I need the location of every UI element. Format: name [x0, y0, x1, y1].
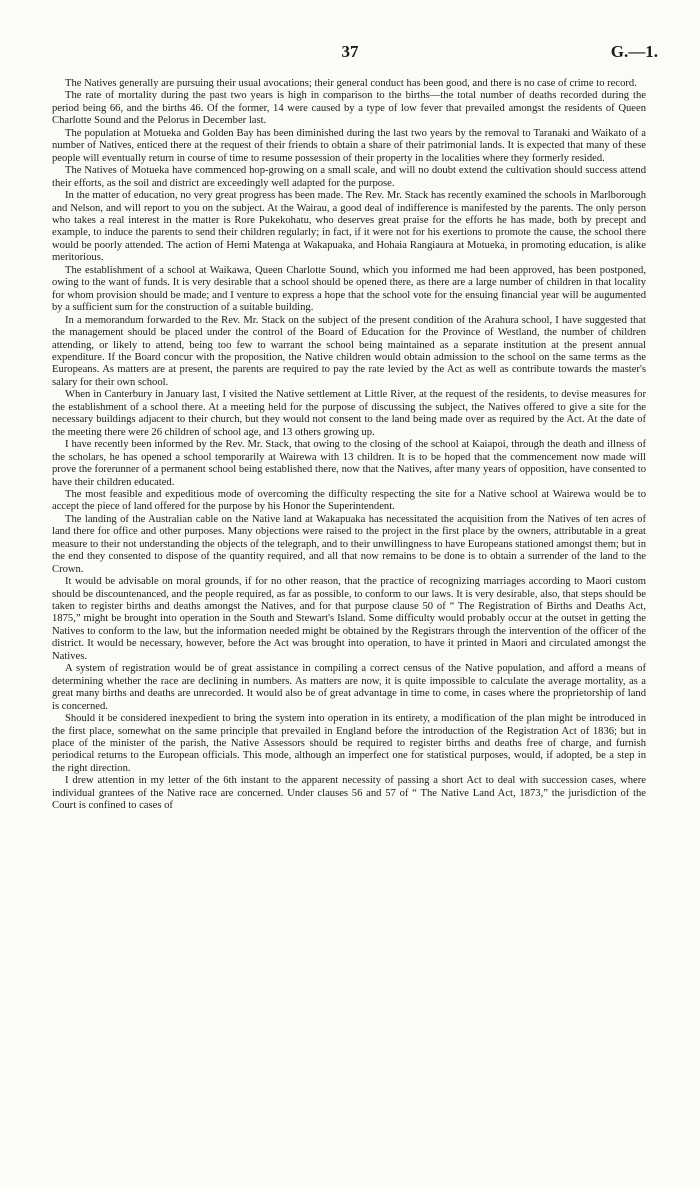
paragraph: The population at Motueka and Golden Bay has been diminished during the last two years by the removal to Taranaki and Waikato of a number of Natives, enticed there at the request of their friends to obtain a share of their patrimonial lands. It is expected that many of these people will eventually return in course of time to resume possession of their property in the localities where they formerly resided.: [52, 127, 646, 164]
paragraph: I have recently been informed by the Rev. Mr. Stack, that owing to the closing of the school at Kaiapoi, through the death and illness of the scholars, he has opened a school temporarily at Wairewa with 13 children. It is to be hoped that the commencement now made will prove the forerunner of a permanent school being established there, now that the Natives, after many years of opposition, have consented to have their children educated.: [52, 439, 646, 488]
paragraph: The landing of the Australian cable on the Native land at Wakapuaka has necessitated the acquisition from the Natives of ten acres of land there for office and other purposes. Many objections were raised to the project in the first place by the owners, attributable in a great measure to their not understanding the objects of the telegraph, and to their unwillingness to have Europeans stationed amongst them; but in the end they consented to dispose of the quantity required, and all that now remains to be done is to obtain a surrender of the land to the Crown.: [52, 513, 646, 575]
paragraph: In the matter of education, no very great progress has been made. The Rev. Mr. Stack has recently examined the schools in Marlborough and Nelson, and will report to you on the subject. At the Wairau, a good deal of indifference is manifested by the parents. The only person who takes a real interest in the matter is Rore Pukekohatu, who deserves great praise for the efforts he has made, both by precept and example, to induce the parents to send their children regularly; in fact, if it were not for his exertions to promote the cause, the school there would be poorly attended. The action of Hemi Matenga at Wakapuaka, and Hohaia Rangiaura at Motueka, in promoting education, is alike meritorious.: [52, 190, 646, 264]
paragraph: The Natives generally are pursuing their usual avocations; their general conduct has been good, and there is no case of crime to record.: [65, 78, 637, 89]
paragraph: A system of registration would be of great assistance in compiling a correct census of the Native population, and afford a means of determining whether the race are declining in numbers. As matters are now, it is quite impossible to calculate the average mortality, as a great many births and deaths are unrecorded. It would also be of great advantage in time to come, in cases where the proprietorship of land is concerned.: [52, 663, 646, 712]
paragraph: The Natives of Motueka have commenced hop-growing on a small scale, and will no doubt extend the cultivation should success attend their efforts, as the soil and district are exceedingly well adapted for the purpose.: [52, 165, 646, 189]
paragraph: In a memorandum forwarded to the Rev. Mr. Stack on the subject of the present condition of the Arahura school, I have suggested that the management should be placed under the control of the Board of Education for the Province of Westland, the number of children attending, or likely to attend, being too few to warrant the school being maintained as a separate institution at the present annual expenditure. If the Board concur with the proposition, the Native children would obtain admission to the school on the same terms as the Europeans. As matters are at present, the parents are required to pay the rate levied by the Act as well as contribute towards the master's salary for their own school.: [52, 314, 646, 388]
paragraph: Should it be considered inexpedient to bring the system into operation in its entirety, a modification of the plan might be introduced in the first place, somewhat on the same principle that prevailed in England before the introduction of the Registration Act of 1836; but in place of the minister of the parish, the Native Assessors should be required to register births and deaths free of charge, and furnish periodical returns to the European officials. This mode, although an imperfect one for statistical purposes, would, if adopted, be a step in the right direction.: [52, 713, 646, 774]
paragraph: The establishment of a school at Waikawa, Queen Charlotte Sound, which you informed me had been approved, has been postponed, owing to the want of funds. It is very desirable that a school should be opened there, as there are a large number of children in that locality for whom provision should be made; and I venture to express a hope that the school vote for the ensuing financial year will be augumented by a sufficient sum for the construction of a suitable building.: [52, 264, 646, 314]
paragraph: It would be advisable on moral grounds, if for no other reason, that the practice of recognizing marriages according to Maori custom should be discountenanced, and the people required, as far as possible, to conform to our laws. It is very desirable, also, that steps should be taken to register births and deaths amongst the Natives, and for that purpose clause 50 of “ The Registration of Births and Deaths Act, 1875,” might be brought into operation in the South and Stewart's Island. Some difficulty would probably occur at the outset in getting the Natives to conform to the law, but the information needed might be obtained by the Registrars through the intervention of the officer of the district. It would be necessary, however, before the Act was brought into operation, to have it printed in Maori and circulated amongst the Natives.: [52, 576, 646, 662]
document-reference: G.—1.: [610, 42, 658, 61]
body-text: [52, 78, 646, 813]
paragraph: I drew attention in my letter of the 6th instant to the apparent necessity of passing a short Act to deal with succession cases, where individual grantees of the Native race are concerned. Under clauses 56 and 57 of “ The Native Land Act, 1873,” the jurisdiction of the Court is confined to cases of: [52, 775, 646, 812]
paragraph: When in Canterbury in January last, I visited the Native settlement at Little River, at the request of the residents, to devise measures for the establishment of a school there. At a meeting held for the purpose of discussing the subject, the Natives offered to give a site for the necessary buildings adjacent to their church, but they would not consent to the land being made over as required by the Act. At the date of the meeting there were 26 children of school age, and 13 others growing up.: [52, 389, 646, 438]
paragraph: The rate of mortality during the past two years is high in comparison to the births—the total number of deaths recorded during the period being 66, and the births 46. Of the former, 14 were caused by a type of low fever that prevailed amongst the residents of Queen Charlotte Sound and the Pelorus in December last.: [52, 90, 646, 127]
page-number: 37: [341, 42, 359, 61]
paragraph: The most feasible and expeditious mode of overcoming the difficulty respecting the site for a Native school at Wairewa would be to accept the piece of land offered for the purpose by his Honor the Superintendent.: [52, 488, 646, 513]
